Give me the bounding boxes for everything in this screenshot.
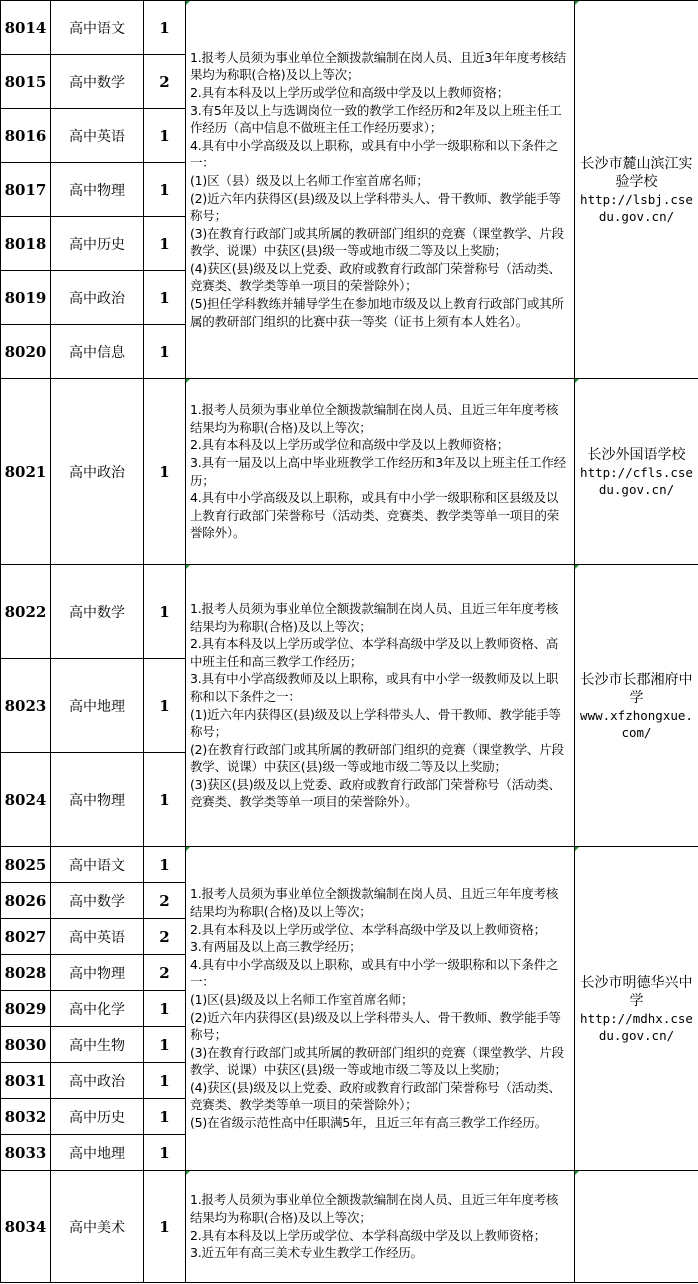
requirements-cell <box>186 1171 575 1283</box>
position-code: 8022 <box>1 565 51 659</box>
subject-cell: 高中英语 <box>51 109 144 163</box>
table-row <box>1 379 698 565</box>
position-code: 8014 <box>1 1 51 55</box>
requirement-item: (2)近六年内获得区(县)级及以上学科带头人、骨干教师、教学能手等称号； <box>190 190 561 224</box>
school-cell <box>575 379 698 565</box>
position-code: 8030 <box>1 1027 51 1063</box>
school-cell <box>575 847 698 1171</box>
requirement-item: 4.具有中小学高级及以上职称，或具有中小学一级职称和区县级及以上教育行政部门荣誉称号（活动类、竞赛类、教学类等单一项目的荣誉除外）。 <box>190 490 560 541</box>
requirement-item: (4)获区(县)级及以上党委、政府或教育行政部门荣誉称号（活动类、竞赛类、教学类等单一项目的荣誉除外）； <box>190 1079 561 1113</box>
school-name: 长沙市明德华兴中学 <box>580 974 693 1009</box>
requirement-item: (1)区（县）级及以上名师工作室首席名师； <box>190 172 429 188</box>
requirements-cell <box>186 847 575 1171</box>
requirement-item: 1.报考人员须为事业单位全额拨款编制在岗人员、且近三年年度考核结果均为称职(合格)及以上等次； <box>190 600 559 634</box>
position-code: 8029 <box>1 991 51 1027</box>
subject-cell: 高中政治 <box>51 271 144 325</box>
position-code: 8018 <box>1 217 51 271</box>
position-code: 8032 <box>1 1099 51 1135</box>
requirement-item: 3.有两届及以上高三教学经历； <box>190 939 362 955</box>
requirement-item: 3.近五年有高三美术专业生教学工作经历。 <box>190 1245 423 1261</box>
requirement-item: (4)获区(县)级及以上党委、政府或教育行政部门荣誉称号（活动类、竞赛类、教学类等单一项目的荣誉除外）； <box>190 260 561 294</box>
requirement-item: 2.具有本科及以上学历或学位、本学科高级中学及以上教师资格、高中班主任和高三教学工作经历； <box>190 636 559 669</box>
position-code: 8024 <box>1 753 51 847</box>
position-code: 8023 <box>1 659 51 753</box>
requirement-item: 1.报考人员须为事业单位全额拨款编制在岗人员、且近三年年度考核结果均为称职(合格)及以上等次； <box>190 886 559 919</box>
headcount-cell: 1 <box>144 379 186 565</box>
headcount-cell: 1 <box>144 1063 186 1099</box>
subject-cell: 高中政治 <box>51 379 144 565</box>
school-name: 长沙市长郡湘府中学 <box>580 671 693 706</box>
position-code: 8016 <box>1 109 51 163</box>
position-code: 8033 <box>1 1135 51 1171</box>
school-url: http://cfls.csedu.gov.cn/ <box>580 464 693 497</box>
subject-cell: 高中历史 <box>51 1099 144 1135</box>
requirement-item: (2)在教育行政部门或其所属的教研部门组织的竞赛（课堂教学、片段教学、说课）中获区(县)级一等或地市级二等及以上奖励； <box>190 741 564 775</box>
headcount-cell: 1 <box>144 565 186 659</box>
requirement-item: (3)获区(县)级及以上党委、政府或教育行政部门荣誉称号（活动类、竞赛类、教学类等单一项目的荣誉除外）。 <box>190 776 561 810</box>
position-code: 8026 <box>1 883 51 919</box>
requirements-cell <box>186 565 575 847</box>
headcount-cell: 1 <box>144 1171 186 1283</box>
position-code: 8021 <box>1 379 51 565</box>
requirement-item: (1)区(县)级及以上名师工作室首席名师； <box>190 991 414 1007</box>
headcount-cell: 1 <box>144 1 186 55</box>
requirement-item: 2.具有本科及以上学历或学位和高级中学及以上教师资格； <box>190 84 510 100</box>
subject-cell: 高中地理 <box>51 659 144 753</box>
subject-cell: 高中英语 <box>51 919 144 955</box>
school-cell <box>575 1171 698 1283</box>
requirement-item: 2.具有本科及以上学历或学位、本学科高级中学及以上教师资格； <box>190 1227 546 1243</box>
headcount-cell: 1 <box>144 325 186 379</box>
headcount-cell: 1 <box>144 163 186 217</box>
table-row <box>1 1171 698 1283</box>
table-body <box>1 1 698 1283</box>
subject-cell: 高中语文 <box>51 1 144 55</box>
requirement-item: (3)在教育行政部门或其所属的教研部门组织的竞赛（课堂教学、片段教学、说课）中获区(县)级一等或地市级二等及以上奖励； <box>190 225 564 259</box>
position-code: 8025 <box>1 847 51 883</box>
subject-cell: 高中物理 <box>51 163 144 217</box>
requirements-cell <box>186 1 575 379</box>
requirement-item: 3.具有中小学高级教师及以上职称，或具有中小学一级教师及以上职称和以下条件之一： <box>190 671 559 704</box>
headcount-cell: 1 <box>144 753 186 847</box>
position-code: 8020 <box>1 325 51 379</box>
table-row <box>1 565 698 659</box>
subject-cell: 高中数学 <box>51 883 144 919</box>
subject-cell: 高中信息 <box>51 325 144 379</box>
requirement-item: 4.具有中小学高级及以上职称，或具有中小学一级职称和以下条件之一： <box>190 956 559 990</box>
school-url: http://mdhx.csedu.gov.cn/ <box>580 1010 693 1043</box>
school-url: http://lsbj.csedu.gov.cn/ <box>580 191 693 224</box>
position-code: 8019 <box>1 271 51 325</box>
requirement-item: 4.具有中小学高级及以上职称，或具有中小学一级职称和以下条件之一： <box>190 137 559 171</box>
school-url: www.xfzhongxue.com/ <box>580 707 693 740</box>
subject-cell: 高中数学 <box>51 55 144 109</box>
subject-cell: 高中物理 <box>51 753 144 847</box>
requirement-item: (1)近六年内获得区(县)级及以上学科带头人、骨干教师、教学能手等称号； <box>190 706 561 740</box>
requirement-item: (5)担任学科教练并辅导学生在参加地市级及以上教育行政部门或其所属的教研部门组织的比赛中获一等奖（证书上须有本人姓名）。 <box>190 296 564 329</box>
headcount-cell: 1 <box>144 1135 186 1171</box>
headcount-cell: 1 <box>144 991 186 1027</box>
headcount-cell: 1 <box>144 217 186 271</box>
headcount-cell: 1 <box>144 1027 186 1063</box>
position-code: 8028 <box>1 955 51 991</box>
subject-cell: 高中语文 <box>51 847 144 883</box>
headcount-cell: 1 <box>144 109 186 163</box>
headcount-cell: 1 <box>144 847 186 883</box>
subject-cell: 高中政治 <box>51 1063 144 1099</box>
school-cell <box>575 565 698 847</box>
school-name: 长沙市麓山滨江实验学校 <box>580 155 693 190</box>
requirement-item: 1.报考人员须为事业单位全额拨款编制在岗人员、且近三年年度考核结果均为称职(合格)及以上等次； <box>190 402 559 435</box>
headcount-cell: 1 <box>144 659 186 753</box>
subject-cell: 高中物理 <box>51 955 144 991</box>
school-cell <box>575 1 698 379</box>
headcount-cell: 2 <box>144 919 186 955</box>
subject-cell: 高中数学 <box>51 565 144 659</box>
table-row <box>1 1 698 55</box>
headcount-cell: 2 <box>144 55 186 109</box>
requirement-item: (5)在省级示范性高中任职满5年，且近三年有高三教学工作经历。 <box>190 1115 547 1131</box>
headcount-cell: 2 <box>144 955 186 991</box>
position-code: 8027 <box>1 919 51 955</box>
subject-cell: 高中地理 <box>51 1135 144 1171</box>
requirement-item: 2.具有本科及以上学历或学位、本学科高级中学及以上教师资格； <box>190 921 546 937</box>
headcount-cell: 2 <box>144 883 186 919</box>
requirement-item: 2.具有本科及以上学历或学位和高级中学及以上教师资格； <box>190 437 510 453</box>
subject-cell: 高中美术 <box>51 1171 144 1283</box>
table-row <box>1 847 698 883</box>
headcount-cell: 1 <box>144 1099 186 1135</box>
headcount-cell: 1 <box>144 271 186 325</box>
requirement-item: 3.具有一届及以上高中毕业班教学工作经历和3年及以上班主任工作经历； <box>190 454 566 488</box>
requirement-item: 1.报考人员须为事业单位全额拨款编制在岗人员、且近三年年度考核结果均为称职(合格)及以上等次； <box>190 1192 559 1225</box>
position-code: 8034 <box>1 1171 51 1283</box>
school-name: 长沙外国语学校 <box>587 446 686 463</box>
requirement-item: 3.有5年及以上与选调岗位一致的教学工作经历和2年及以上班主任工作经历（高中信息不做班主任工作经历要求）； <box>190 102 562 136</box>
subject-cell: 高中化学 <box>51 991 144 1027</box>
position-code: 8017 <box>1 163 51 217</box>
requirements-cell <box>186 379 575 565</box>
requirement-item: (2)近六年内获得区(县)级及以上学科带头人、骨干教师、教学能手等称号； <box>190 1009 561 1043</box>
requirement-item: (3)在教育行政部门或其所属的教研部门组织的竞赛（课堂教学、片段教学、说课）中获区(县)级一等或地市级二等及以上奖励； <box>190 1044 564 1078</box>
position-code: 8015 <box>1 55 51 109</box>
position-code: 8031 <box>1 1063 51 1099</box>
subject-cell: 高中生物 <box>51 1027 144 1063</box>
requirement-item: 1.报考人员须为事业单位全额拨款编制在岗人员、且近3年年度考核结果均为称职(合格)及以上等次； <box>190 49 566 83</box>
subject-cell: 高中历史 <box>51 217 144 271</box>
